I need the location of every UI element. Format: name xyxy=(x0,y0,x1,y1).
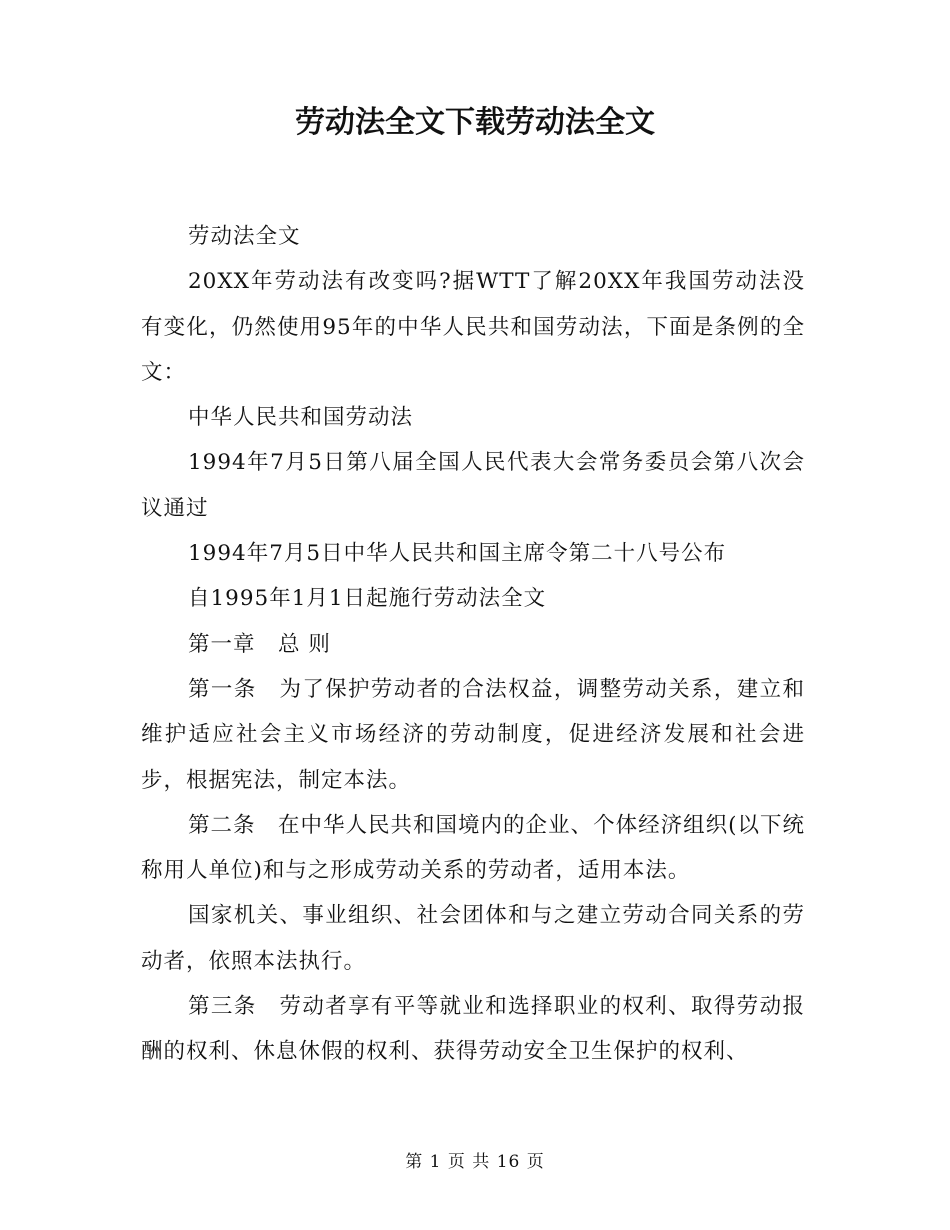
article-3: 第三条 劳动者享有平等就业和选择职业的权利、取得劳动报酬的权利、休息休假的权利、获得劳动安全卫生保护的权利、 xyxy=(141,994,805,1065)
paragraph-adoption-date: 1994年7月5日第八届全国人民代表大会常务委员会第八次会议通过 xyxy=(141,450,805,521)
article-1: 第一条 为了保护劳动者的合法权益，调整劳动关系，建立和维护适应社会主义市场经济的劳动制度，促进经济发展和社会进步，根据宪法，制定本法。 xyxy=(141,676,805,793)
paragraph-promulgation: 1994年7月5日中华人民共和国主席令第二十八号公布 xyxy=(188,541,727,567)
article-2-clause: 国家机关、事业组织、社会团体和与之建立劳动合同关系的劳动者，依照本法执行。 xyxy=(141,903,805,974)
paragraph-law-name: 中华人民共和国劳动法 xyxy=(188,405,414,431)
paragraph-heading-law-text: 劳动法全文 xyxy=(188,224,301,249)
paragraph-intro: 20XX年劳动法有改变吗?据WTT了解20XX年我国劳动法没有变化，仍然使用95年的中华人民共和国劳动法，下面是条例的全文： xyxy=(141,269,805,385)
document-title: 劳动法全文下载劳动法全文 xyxy=(295,105,655,140)
chapter-heading: 第一章 总 则 xyxy=(188,631,331,657)
article-2: 第二条 在中华人民共和国境内的企业、个体经济组织(以下统称用人单位)和与之形成劳动关系的劳动者，适用本法。 xyxy=(141,812,805,884)
page-footer: 第 1 页 共 16 页 xyxy=(405,1152,545,1172)
document-body xyxy=(141,214,805,1075)
paragraph-effective-date: 自1995年1月1日起施行劳动法全文 xyxy=(188,586,547,612)
